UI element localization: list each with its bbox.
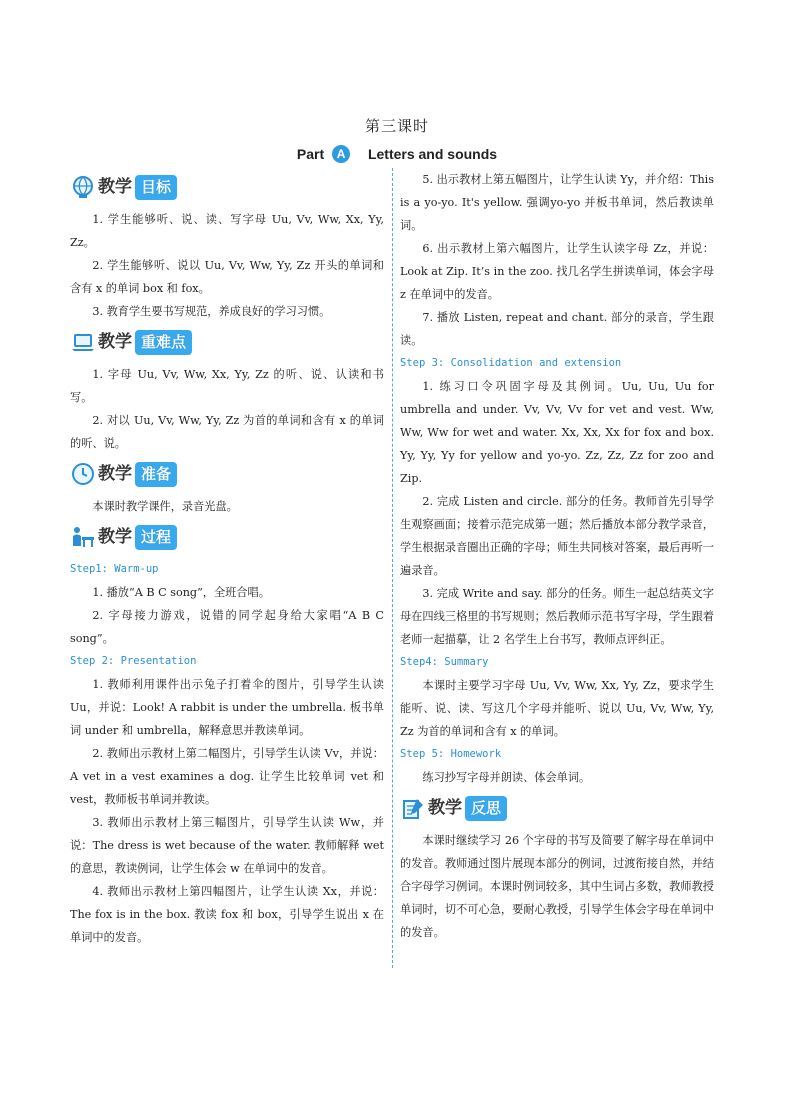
key-label: 重难点: [135, 330, 192, 355]
notebook-pen-icon: [400, 795, 426, 821]
step5-text: 练习抄写字母并朗读、体会单词。: [422, 771, 591, 784]
clock-icon: [70, 461, 96, 487]
step1-item: 2. 字母接力游戏，说错的同学起身给大家唱“A B C song”。: [70, 609, 384, 645]
step3-item: 2. 完成 Listen and circle. 部分的任务。教师首先引导学生观察画面；接着示范完成第一题；然后播放本部分教学录音，学生根据录音圈出正确的字母；师生共同核对答案，最后再听一遍录音。: [400, 495, 714, 577]
step2-item: 2. 教师出示教材上第二幅图片，引导学生认读 Vv，并说：A vet in a vest examines a dog. 让学生比较单词 vet 和 vest，教师板书单词并教读。: [70, 747, 384, 806]
step3-heading: Step 3: Consolidation and extension: [400, 357, 622, 369]
step2-heading: Step 2: Presentation: [70, 655, 197, 667]
step2-item: 7. 播放 Listen, repeat and chant. 部分的录音，学生跟读。: [400, 311, 714, 347]
right-column: [400, 168, 714, 944]
step1-heading: Step1: Warm-up: [70, 563, 159, 575]
goals-label: 目标: [135, 175, 177, 200]
step2-item: 3. 教师出示教材上第三幅图片，引导学生认读 Ww，并说：The dress is wet because of the water. 教师解释 wet 的意思，教读例词，让学生体会 w 在单词中的发音。: [70, 816, 384, 875]
process-label: 过程: [135, 525, 177, 550]
column-divider: [392, 168, 393, 968]
reflection-title: 教学: [428, 797, 462, 818]
part-name: Letters and sounds: [367, 146, 498, 162]
process-title: 教学: [98, 526, 132, 547]
part-label: Part: [296, 146, 325, 162]
part-letter-badge: A: [332, 145, 350, 163]
step3-item: 3. 完成 Write and say. 部分的任务。师生一起总结英文字母在四线三格里的书写规则；然后教师示范书写字母，学生跟着老师一起描摹，让 2 名学生上台书写，教师点评纠正。: [400, 587, 714, 646]
key-heading: [70, 325, 384, 359]
prep-label: 准备: [135, 462, 177, 487]
step2-item: 6. 出示教材上第六幅图片，让学生认读字母 Zz，并说：Look at Zip. It’s in the zoo. 找几名学生拼读单词，体会字母 z 在单词中的发音。: [400, 242, 714, 301]
goal-item: 1. 学生能够听、说、读、写字母 Uu, Vv, Ww, Xx, Yy, Zz。: [70, 213, 384, 249]
goal-item: 3. 教育学生要书写规范，养成良好的学习习惯。: [92, 305, 331, 318]
left-column: [70, 168, 384, 949]
key-title: 教学: [98, 331, 132, 352]
step5-heading: Step 5: Homework: [400, 748, 502, 760]
reflection-label: 反思: [465, 796, 507, 821]
globe-icon: [70, 174, 96, 200]
step2-item: 1. 教师利用课件出示兔子打着伞的图片，引导学生认读 Uu，并说：Look! A rabbit is under the umbrella. 板书单词 under 和 umbrella，解释意思并教读单词。: [70, 678, 384, 737]
step1-item: 1. 播放“A B C song”，全班合唱。: [92, 586, 270, 599]
prep-item: 本课时教学课件，录音光盘。: [92, 500, 238, 513]
goals-title: 教学: [98, 176, 132, 197]
key-item: 1. 字母 Uu, Vv, Ww, Xx, Yy, Zz 的听、说、认读和书写。: [70, 368, 384, 404]
step4-text: 本课时主要学习字母 Uu, Vv, Ww, Xx, Yy, Zz，要求学生能听、说、读、写这几个字母并能听、说以 Uu, Vv, Ww, Yy, Zz 为首的单词和含有 x 的单词。: [400, 679, 714, 738]
key-item: 2. 对以 Uu, Vv, Ww, Yy, Zz 为首的单词和含有 x 的单词的听、说。: [70, 414, 384, 450]
teacher-desk-icon: [70, 524, 96, 550]
step4-heading: Step4: Summary: [400, 656, 489, 668]
step2-item: 5. 出示教材上第五幅图片，让学生认读 Yy，并介绍：This is a yo-yo. It's yellow. 强调yo-yo 并板书单词，然后教读单词。: [400, 173, 714, 232]
prep-heading: [70, 457, 384, 491]
part-heading: [0, 145, 794, 163]
goal-item: 2. 学生能够听、说以 Uu, Vv, Ww, Yy, Zz 开头的单词和含有 x 的单词 box 和 fox。: [70, 259, 384, 295]
laptop-icon: [70, 329, 96, 355]
step2-item: 4. 教师出示教材上第四幅图片，让学生认读 Xx，并说：The fox is in the box. 教读 fox 和 box，引导学生说出 x 在单词中的发音。: [70, 885, 384, 944]
prep-title: 教学: [98, 463, 132, 484]
goals-heading: [70, 170, 384, 204]
reflection-heading: [400, 791, 714, 825]
step3-item: 1. 练习口令巩固字母及其例词。Uu, Uu, Uu for umbrella and under. Vv, Vv, Vv for vet and vest. Ww, Ww, Ww for wet and water. Xx, Xx, Xx for fox and box. Yy, Yy, Yy for yellow and yo-yo. Zz, Zz, Zz for zoo and Zip.: [400, 380, 714, 485]
page-title: 第三课时: [364, 117, 429, 135]
process-heading: [70, 520, 384, 554]
reflection-item: 本课时继续学习 26 个字母的书写及简要了解字母在单词中的发音。教师通过图片展现本部分的例词，过渡衔接自然，并结合字母学习例词。本课时例词较多，其中生词占多数，教师教授单词时，切不可心急，要耐心教授，引导学生体会字母在单词中的发音。: [400, 834, 714, 939]
